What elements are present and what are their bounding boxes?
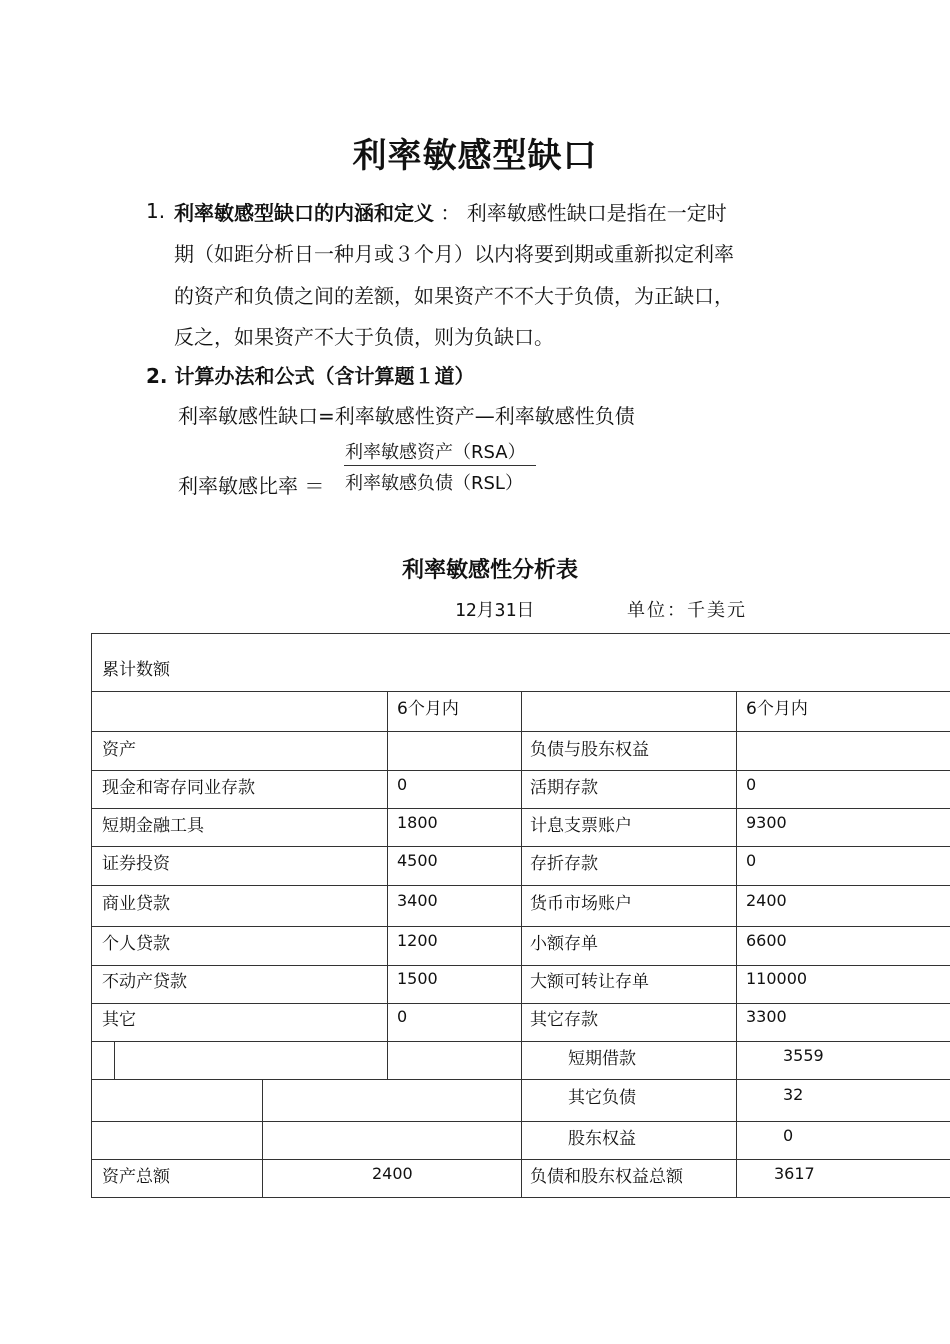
table-rule — [114, 1041, 115, 1079]
ratio-numerator: 利率敏感资产（RSA） — [345, 442, 526, 463]
table-row-liability-value: 0 — [746, 775, 757, 794]
table-row-asset-value: 3400 — [397, 891, 438, 910]
section-1-line-1 — [174, 197, 824, 226]
liabilities-label: 负债与股东权益 — [530, 740, 649, 760]
section-1-line-1-text: 利率敏感性缺口是指在一定时 — [466, 201, 727, 225]
assets-label: 资产 — [102, 740, 136, 760]
table-row-liability: 其它存款 — [530, 1010, 598, 1030]
table-row-liability-value: 110000 — [746, 969, 808, 988]
table-row-asset: 其它 — [102, 1010, 136, 1030]
table-rule — [91, 633, 92, 1198]
col-head-assets-period: 6个月内 — [397, 699, 459, 719]
table-rule — [387, 691, 388, 1079]
total-liabilities-value: 3617 — [774, 1164, 815, 1183]
total-assets-label: 资产总额 — [102, 1167, 170, 1187]
table-row-asset: 证券投资 — [102, 854, 170, 874]
section-1-number: 1. — [146, 199, 166, 223]
table-row-asset: 个人贷款 — [102, 934, 170, 954]
table-row-asset-value: 4500 — [397, 851, 438, 870]
table-row-asset-value: 0 — [397, 1007, 408, 1026]
table-row-asset: 短期金融工具 — [102, 816, 204, 836]
table-unit: 单位：千美元 — [627, 600, 747, 621]
table-rule — [521, 691, 522, 1198]
table-row-liability-value: 3559 — [783, 1046, 824, 1065]
table-row-liability-value: 2400 — [746, 891, 787, 910]
section-1-heading: 利率敏感型缺口的内涵和定义 — [174, 201, 434, 225]
section-1-line-3: 的资产和负债之间的差额，如果资产不不大于负债，为正缺口， — [174, 284, 734, 308]
table-title: 利率敏感性分析表 — [401, 558, 578, 583]
page-title: 利率敏感型缺口 — [352, 136, 598, 176]
section-1-line-4: 反之，如果资产不大于负债，则为负缺口。 — [174, 325, 554, 349]
table-row-liability: 其它负债 — [568, 1088, 636, 1108]
table-row-liability: 短期借款 — [568, 1049, 636, 1069]
table-rule — [91, 633, 950, 634]
table-rule — [262, 1079, 263, 1198]
table-row-liability: 计息支票账户 — [530, 816, 632, 836]
table-row-asset: 现金和寄存同业存款 — [102, 778, 255, 798]
table-row-asset-value: 1200 — [397, 931, 438, 950]
fraction-bar — [344, 465, 536, 466]
table-row-asset: 不动产贷款 — [102, 972, 187, 992]
table-row-liability: 大额可转让存单 — [530, 972, 649, 992]
section-1-line-2: 期（如距分析日一种月或３个月）以内将要到期或重新拟定利率 — [174, 242, 734, 266]
ratio-label: 利率敏感比率 ＝ — [178, 474, 325, 498]
ratio-denominator: 利率敏感负债（RSL） — [345, 473, 523, 494]
total-assets-value: 2400 — [372, 1164, 413, 1183]
table-row-asset-value: 0 — [397, 775, 408, 794]
table-row-liability: 小额存单 — [530, 934, 598, 954]
table-row-liability-value: 3300 — [746, 1007, 787, 1026]
table-row-liability: 股东权益 — [568, 1129, 636, 1149]
section-2-heading: 2. 计算办法和公式（含计算题１道） — [146, 364, 475, 388]
table-rule — [736, 691, 737, 1198]
table-row-liability: 活期存款 — [530, 778, 598, 798]
table-row-liability: 存折存款 — [530, 854, 598, 874]
table-row-liability-value: 6600 — [746, 931, 787, 950]
table-row-liability: 货币市场账户 — [530, 894, 632, 914]
table-row-liability-value: 0 — [783, 1126, 794, 1145]
sensitivity-table — [91, 633, 950, 1198]
table-row-liability-value: 32 — [783, 1085, 804, 1104]
table-row-liability-value: 0 — [746, 851, 757, 870]
total-liabilities-label: 负债和股东权益总额 — [530, 1167, 683, 1187]
table-row-asset: 商业贷款 — [102, 894, 170, 914]
gap-formula: 利率敏感性缺口=利率敏感性资产—利率敏感性负债 — [178, 404, 635, 428]
table-header: 累计数额 — [102, 660, 170, 680]
section-1-colon: ： — [440, 201, 461, 225]
table-row-asset-value: 1500 — [397, 969, 438, 988]
table-date: 12月31日 — [455, 600, 535, 621]
table-row-asset-value: 1800 — [397, 813, 438, 832]
table-row-liability-value: 9300 — [746, 813, 787, 832]
col-head-liab-period: 6个月内 — [746, 699, 808, 719]
